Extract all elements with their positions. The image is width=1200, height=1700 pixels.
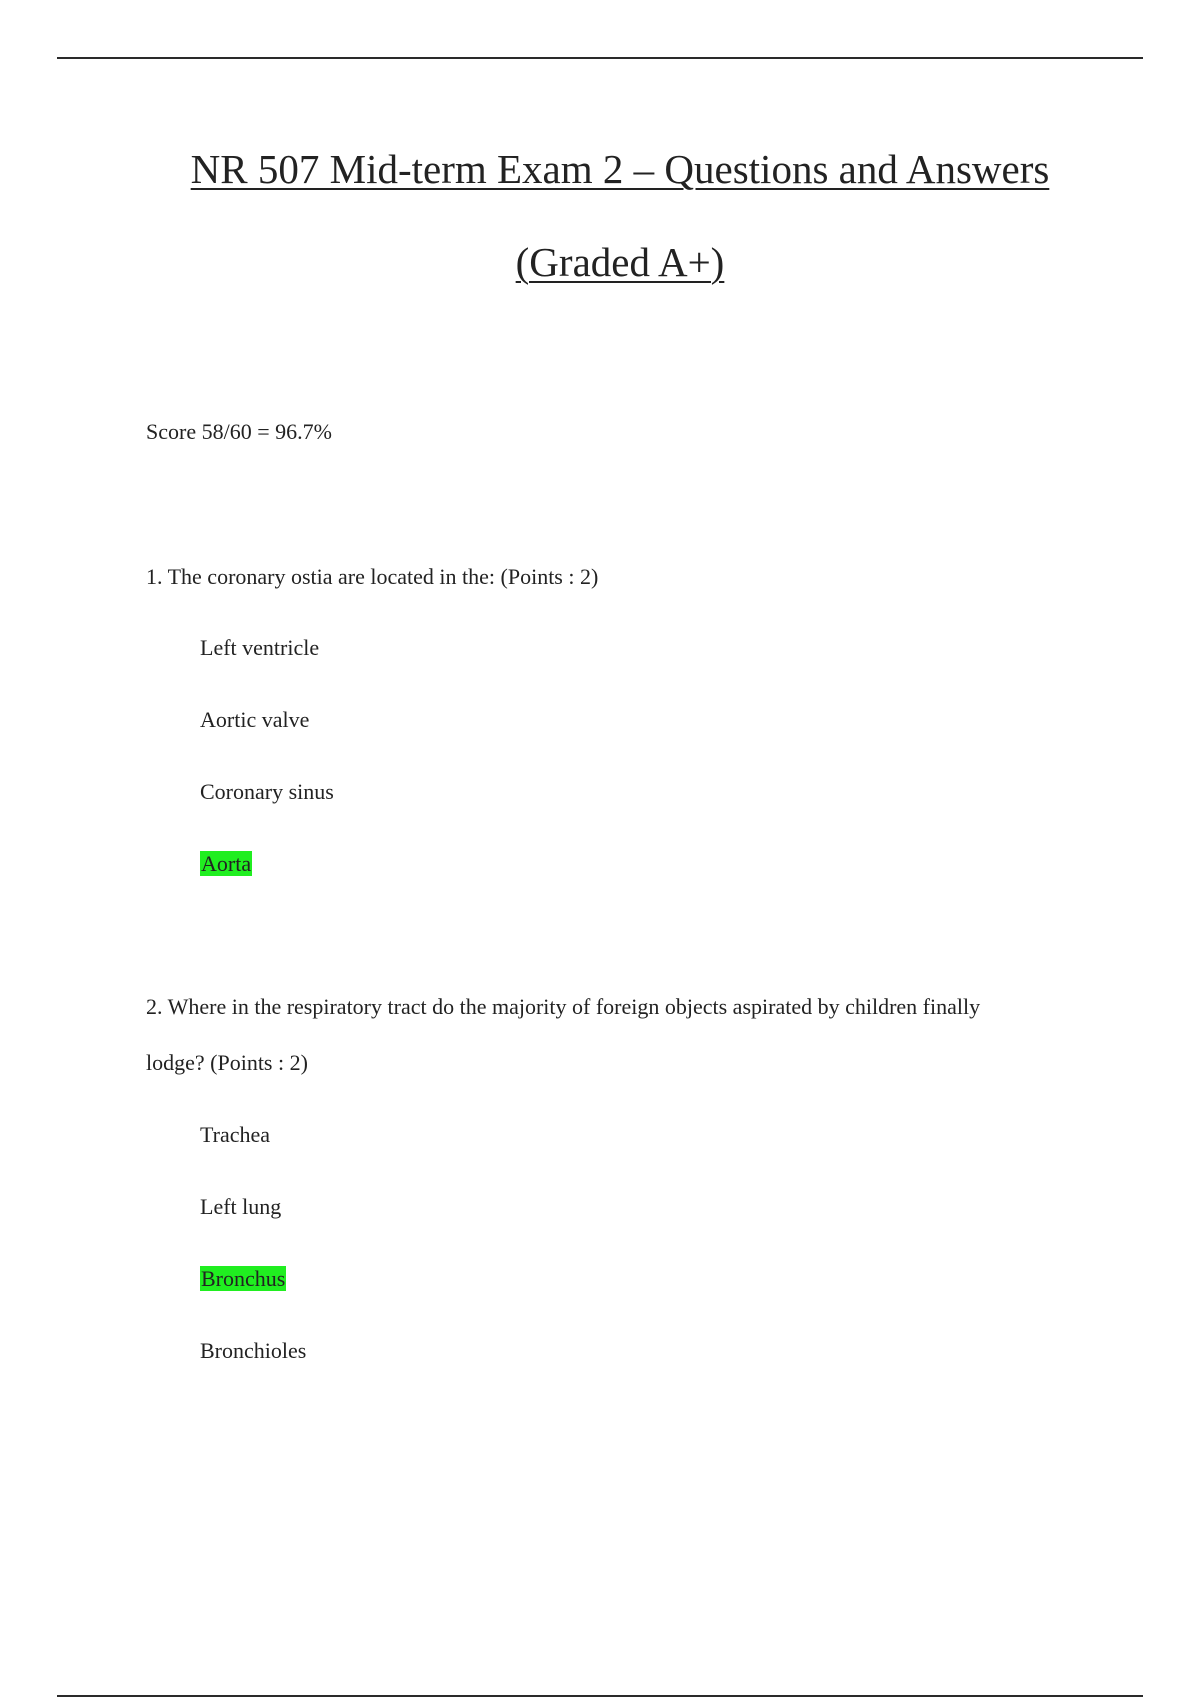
question-1-option-3: [200, 778, 334, 806]
question-2-text-line-1: 2. Where in the respiratory tract do the majority of foreign objects aspirated by children finally: [146, 994, 981, 1019]
option-label: Left lung: [200, 1194, 282, 1219]
document-title-line-1: NR 507 Mid-term Exam 2 – Questions and Answers: [190, 146, 1050, 192]
option-label: Coronary sinus: [200, 779, 334, 804]
header-rule: [57, 57, 1143, 59]
question-2-option-2: [200, 1193, 281, 1221]
highlighted-answer: Bronchus: [201, 1266, 286, 1291]
option-label: Trachea: [200, 1122, 271, 1147]
question-1-option-2: [200, 706, 309, 734]
question-2-text-line-2: lodge? (Points : 2): [146, 1050, 308, 1075]
question-2-option-3-highlighted: [200, 1265, 286, 1293]
footer-rule: [57, 1695, 1143, 1697]
document-title-line-2: (Graded A+): [515, 239, 725, 285]
score-text: Score 58/60 = 96.7%: [146, 419, 332, 444]
question-1-option-4-highlighted: [200, 850, 252, 878]
option-label: Bronchioles: [200, 1338, 307, 1363]
option-label: Left ventricle: [200, 635, 320, 660]
question-2-option-4: [200, 1337, 306, 1365]
question-1-text: 1. The coronary ostia are located in the: (Points : 2): [146, 564, 599, 589]
highlighted-answer: Aorta: [201, 851, 252, 876]
option-label: Aortic valve: [200, 707, 310, 732]
question-1-option-1: [200, 634, 319, 662]
question-2-option-1: [200, 1121, 270, 1149]
